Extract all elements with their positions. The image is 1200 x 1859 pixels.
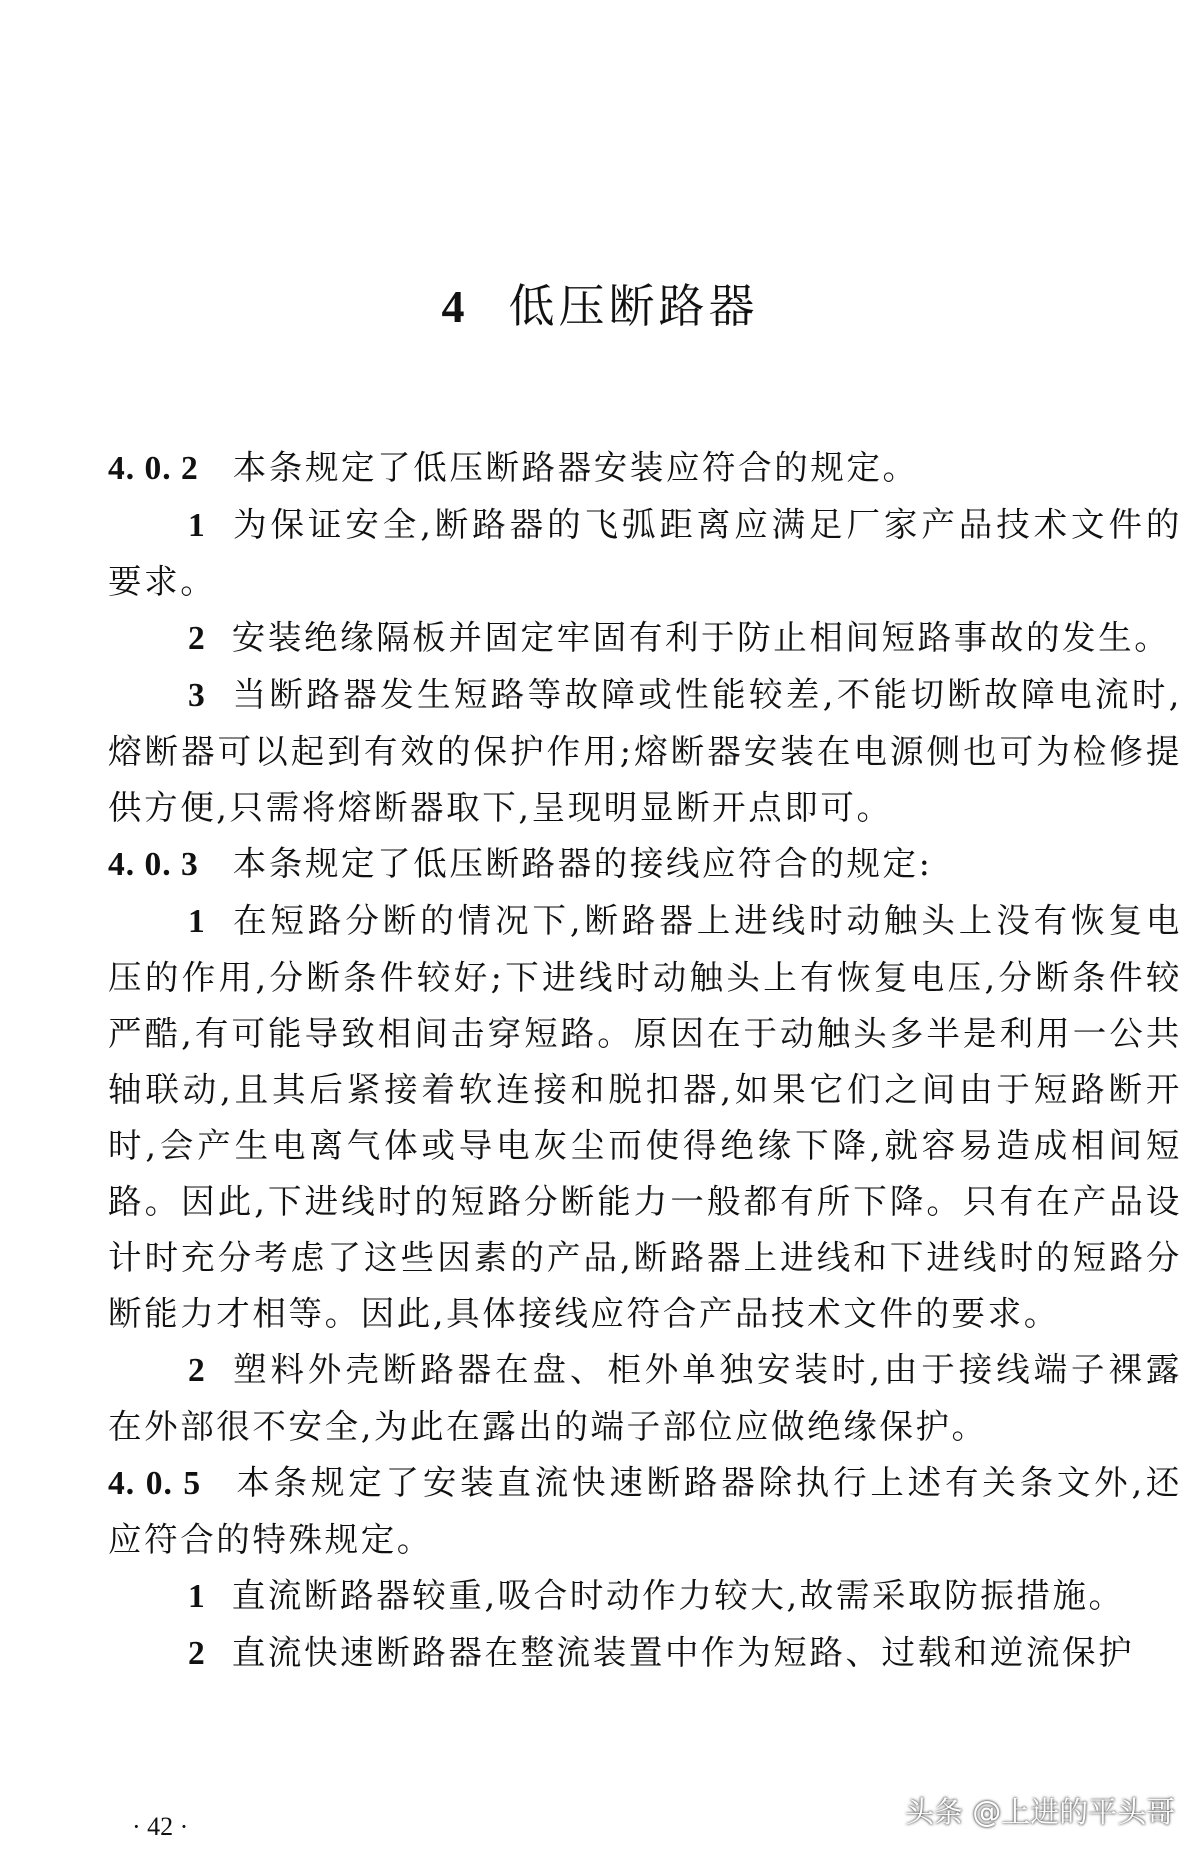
clause-number: 4. 0. 3 xyxy=(108,846,199,883)
clause-number: 4. 0. 2 xyxy=(108,450,199,487)
chapter-title-text: 低压断路器 xyxy=(508,279,759,333)
clause-number: 4. 0. 5 xyxy=(108,1465,202,1502)
paragraph-text: 直流断路器较重,吸合时动作力较大,故需采取防振措施。 xyxy=(231,1576,1125,1615)
paragraph-text: 当断路器发生短路等故障或性能较差,不能切断故障电流时,熔断器可以起到有效的保护作用;熔断器安装在电源侧也可为检修提供方便,只需将熔断器取下,呈现明显断开点即可。 xyxy=(108,675,1182,827)
paragraph-text: 在短路分断的情况下,断路器上进线时动触头上没有恢复电压的作用,分断条件较好;下进线时动触头上有恢复电压,分断条件较严酷,有可能导致相间击穿短路。原因在于动触头多半是利用一公共轴联动,且其后紧接着软连接和脱扣器,如果它们之间由于短路断开时,会产生电离气体或导电灰尘而使得绝缘下降,就容易造成相间短路。因此,下进线时的短路分断能力一般都有所下降。只有在产品设计时充分考虑了这些因素的产品,断路器上进线和下进线时的短路分断能力才相等。因此,具体接线应符合产品技术文件的要求。 xyxy=(108,901,1182,1333)
paragraph xyxy=(108,440,1182,497)
item-number: 2 xyxy=(188,1635,206,1672)
paragraph-text: 直流快速断路器在整流装置中作为短路、过载和逆流保护 xyxy=(231,1633,1135,1672)
item-number: 1 xyxy=(188,903,206,940)
paragraph-text: 本条规定了低压断路器安装应符合的规定。 xyxy=(232,448,919,487)
page-number: · 42 · xyxy=(132,1812,189,1841)
paragraph-text: 本条规定了安装直流快速断路器除执行上述有关条文外,还应符合的特殊规定。 xyxy=(108,1463,1183,1559)
body-text xyxy=(108,440,1182,1682)
item-number: 2 xyxy=(188,620,206,657)
chapter-number: 4 xyxy=(441,281,469,332)
item-number: 3 xyxy=(188,677,206,714)
item-number: 2 xyxy=(188,1352,206,1389)
paragraph xyxy=(108,1342,1182,1455)
paragraph xyxy=(108,1455,1182,1568)
paragraph xyxy=(108,836,1182,893)
item-number: 1 xyxy=(188,507,206,544)
paragraph-text: 塑料外壳断路器在盘、柜外单独安装时,由于接线端子裸露在外部很不安全,为此在露出的端子部位应做绝缘保护。 xyxy=(108,1350,1182,1446)
paragraph xyxy=(108,893,1182,1342)
paragraph-text: 为保证安全,断路器的飞弧距离应满足厂家产品技术文件的要求。 xyxy=(108,505,1182,601)
paragraph xyxy=(108,667,1182,836)
paragraph xyxy=(108,1625,1182,1682)
paragraph xyxy=(108,610,1182,667)
paragraph-text: 安装绝缘隔板并固定牢固有利于防止相间短路事故的发生。 xyxy=(231,618,1171,657)
watermark-text: 头条 @上进的平头哥 xyxy=(905,1795,1176,1829)
paragraph xyxy=(108,497,1182,610)
item-number: 1 xyxy=(188,1578,206,1615)
paragraph xyxy=(108,1568,1182,1625)
paragraph-text: 本条规定了低压断路器的接线应符合的规定: xyxy=(232,844,933,883)
chapter-title xyxy=(0,270,1200,336)
